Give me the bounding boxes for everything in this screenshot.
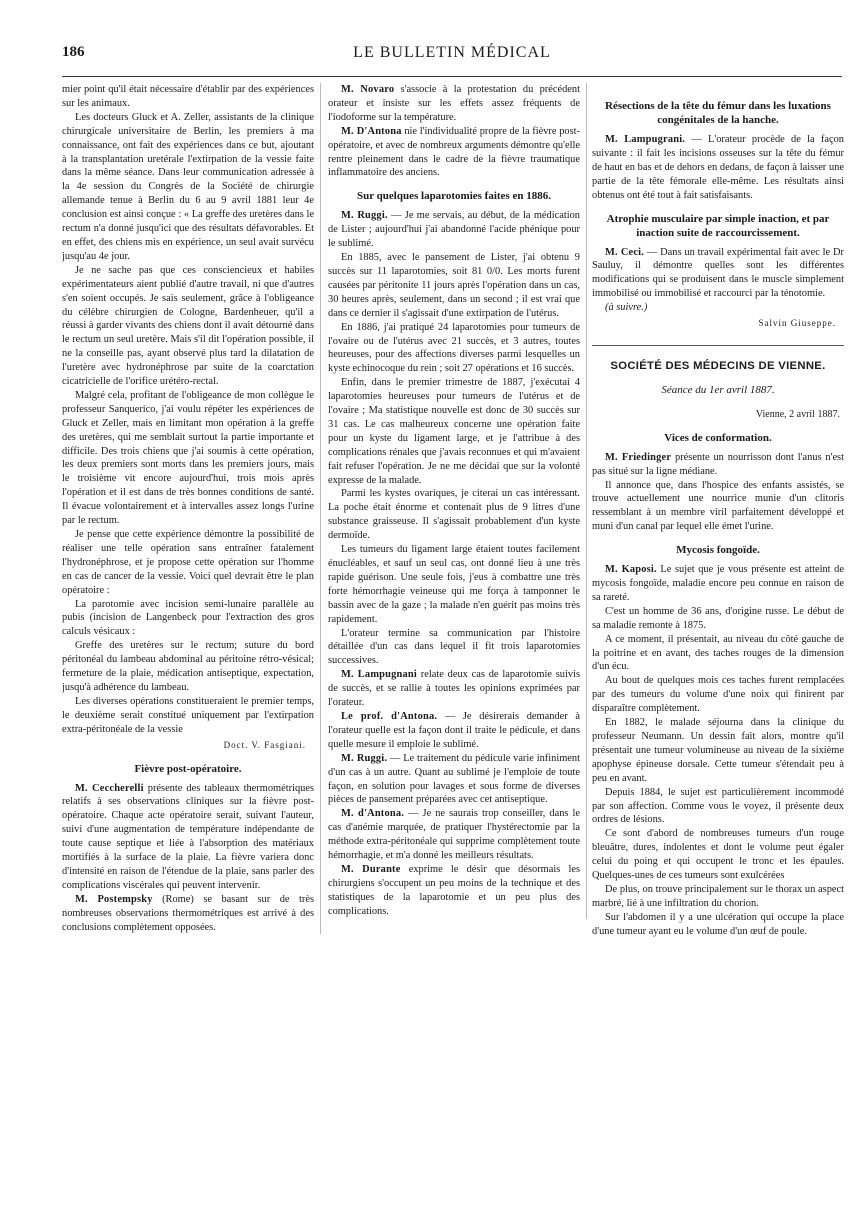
speaker-name: M. Kaposi. [605,564,657,576]
author-signature: Salvin Giuseppe. [758,318,836,329]
speaker-name: M. Lampugrani. [605,134,686,145]
speaker-name: M. D'Antona [341,125,402,137]
paragraph: M. D'Antona nie l'individualité propre de la fièvre post-opératoire, et avec de nombreux arguments démontre qu'elle rentre pleinement dans le cadre de la fièvre traumatique inflammatoire des anciens. [328,125,580,179]
paragraph: M. Kaposi. Le sujet que je vous présente est atteint de mycosis fongoïde, maladie encore peu connue en raison de sa rareté. [592,564,844,603]
dateline: Vienne, 2 avril 1887. [755,408,840,420]
paragraph: Au bout de quelques mois ces taches furent remplacées par des tumeurs du volume d'une noix qui finirent par disparaître complètement. [592,675,844,715]
paragraph: Le prof. d'Antona. — Je désirerais demander à l'orateur quelle est la façon dont il traite le pédicule, et dans quelle mesure il emploie le sublimé. [328,710,580,750]
section-heading: Vices de conformation. [664,431,772,444]
speaker-name: Le prof. d'Antona. [341,710,438,722]
speaker-name: M. Ruggi. [341,752,388,764]
speaker-name: M. Ceccherelli [75,782,144,794]
paragraph: Les diverses opérations constitueraient le premier temps, le deuxième serait constitué uniquement par l'extirpation extra-péritonéale de la vessie [62,695,314,735]
paragraph: M. d'Antona. — Je ne saurais trop conseiller, dans le cas d'anémie marquée, de pratiquer l'hystérectomie par la méthode extra-péritonéale qui supprime complètement toute hémorrhagie, et m'a donné les meilleurs résultats. [328,808,580,862]
speaker-name: M. Ceci. [605,246,645,258]
page-number: 186 [62,44,85,60]
paragraph: M. Ceccherelli présente des tableaux thermométriques relatifs à ses observations cliniques sur la fièvre post-opératoire. Chaque acte opératoire serait, suivant l'auteur, suivi d'une augmentation de température indépendante de toute cause septique et liée à l'absorption des matériaux mortifiés à la surface de la plaie. La fièvre varierа donc d'intensité en raison de l'étendue de la plaie, sans parler des complications viscérales qui peuvent intervenir. [62,782,314,891]
paragraph: M. Ruggi. — Le traitement du pédicule varie infiniment d'un cas à un autre. Quant au sublimé je l'emploie de toute façon, en solution pour lavages et sous forme de diverses pièces de pansement préparées avec cet antiseptique. [328,752,580,806]
author-signature: Doct. V. Fasgiani. [223,739,306,750]
paragraph: Sur l'abdomen il y a une ulcération qui occupe la place d'une tumeur ayant eu le volume d'un œuf de poule. [592,911,844,937]
paragraph: En 1882, le malade séjourna dans la clinique du professeur Neumann. Un dessin fait alors, montre qu'il présentait une tumeur volumineuse au niveau de la sixième apophyse épineuse dorsale. Cette tumeur s'étendait peu à peu en avant. [592,717,844,784]
page-header [62,44,842,70]
paragraph: Ce sont d'abord de nombreuses tumeurs d'un rouge bleuâtre, dures, indolentes et dont le volume peut égaler celui du poing et qui occupent le tronc et les épaules. Quelques-unes de ces tumeurs sont exulcérées [592,828,844,882]
paragraph: Greffe des uretères sur le rectum; suture du bord péritonéal du lambeau abdominal au péritoine rétro-vésical; fermeture de la plaie, médication antiseptique, expectation, jusqu'à adhérence du lambeau. [62,640,314,693]
section-heading: Résections de la tête du fémur dans les luxations congénitales de la hanche. [605,100,831,126]
speaker-name: M. Novaro [341,84,395,95]
session-date: Séance du 1er avril 1887. [661,383,775,396]
paragraph: Parmi les kystes ovariques, je citerai un cas intéressant. La poche était énorme et contenait plus de 9 litres d'une substance graisseuse. Il s'agissait probablement d'un kyste dermoïde. [328,488,580,542]
paragraph: En 1886, j'ai pratiqué 24 laparotomies pour tumeurs de l'ovaire ou de l'utérus avec 21 succès, et 3 autres, toutes heureuses, pour des affections diverses parmi lesquelles un kyste echinocoque du rein ; soit 27 opérations et 16 succès. [328,321,580,375]
paragraph: C'est un homme de 36 ans, d'origine russe. Le début de sa maladie remonte à 1875. [592,605,844,631]
speaker-name: M. d'Antona. [341,808,405,820]
paragraph: L'orateur termine sa communication par l'histoire détaillée d'un cas dans lequel il fit trois laparotomies successives. [328,627,580,667]
speaker-name: M. Friedinger [605,451,672,463]
column-3 [592,83,844,939]
to-be-continued: (à suivre.) [605,302,648,314]
paragraph: De plus, on trouve principalement sur le thorax un aspect marbré, lié à une infiltration du chorion. [592,883,844,909]
section-heading: Sur quelques laparotomies faites en 1886. [357,190,551,203]
paragraph: Les tumeurs du ligament large étaient toutes facilement énucléables, et sauf un seul cas, ont donné lieu à une très rapide guérison. Une seule fois, j'eus à combattre une très forte hémorrhagie veineuse qui me força à tamponner le bassin avec de la gaze ; la malade n'en guérit pas moins très rapidement. [328,544,580,625]
header-rule [62,76,842,77]
section-heading: Fièvre post-opératoire. [134,762,242,775]
paragraph: M. Durante exprime le désir que désormais les chirurgiens s'occupent un peu moins de la technique et des statistiques de la laparotomie et un peu plus des complications. [328,863,580,917]
society-title: SOCIÉTÉ DES MÉDECINS DE VIENNE. [610,359,826,372]
paragraph: Je pense que cette expérience démontre la possibilité de réaliser une telle opération sans entraîner fatalement l'hydronéphrose, et je propose cette opération sur l'homme en cas de cancer de la vessie. Voici quel devrait être le plan opératoire : [62,529,314,596]
paragraph: Les docteurs Gluck et A. Zeller, assistants de la clinique chirurgicale universitaire de Berlin, les premiers à ma connaissance, ont fait des expériences dans ce but, ajoutant à la transplantation uretérale l'extirpation de la vessie faite dans la même séance. Dans leur communication adressée à la 4e session du Congrès de la Société de chirurgie allemande tenue à Berlin du 6 au 9 avril 1881 leur 4e conclusion est ainsi conçue : « La greffe des uretères dans le rectum n'a donné jusqu'ici que des résultats défavorables. Et en effet, des chiens mis en expérience, un seul avait survécu jusqu'au 4e jour. [62,111,314,262]
paragraph: M. Lampugrani. — L'orateur procède de la façon suivante : il fait les incisions osseuses sur la tête du fémur de haut en bas et de dehors en dedans, de façon à laisser une partie de la tête fémorale elle-même. Les résultats ainsi obtenus ont été tout à fait satisfaisants. [592,134,844,201]
paragraph: En 1885, avec le pansement de Lister, j'ai obtenu 9 succès sur 11 laparotomies, soit 81 0/0. Les morts furent causées par péritonite 11 jours après l'opération dans un cas, 30 heures après, seulement, dans un second ; il est vrai que dans ce dernier il s'agissait d'une extirpation de l'utérus. [328,252,580,319]
paragraph: M. Friedinger présente un nourrisson dont l'anus n'est pas situé sur la ligne médiane. [592,451,844,477]
paragraph: Malgré cela, profitant de l'obligeance de mon collègue le professeur Sanquerico, j'ai voulu répéter les expériences de Gluck et Zeller, mais en limitant mon opération à la greffe des uretères, qui me semblait surtout la partie importante et difficile. Des trois chiens que j'ai soumis à cette opération, les deux premiers sont morts dans les premiers jours, mais le troisième vit encore aujourd'hui, trois mois après l'opération et il est dans de très bonnes conditions de santé. Il évacue volontairement et à intervalles assez longs l'urine par le rectum. [62,389,314,527]
speaker-name: M. Lampugnani [341,669,417,681]
section-heading: Mycosis fongoïde. [676,544,760,557]
paragraph: M. Postempsky (Rome) se basant sur de très nombreuses observations thermométriques est arrivé à des conclusions complètement opposées. [62,893,314,933]
column-2 [328,83,587,919]
paragraph: La parotomie avec incision semi-lunaire parallèle au pubis (incision de Langenbeck pour l'extraction des gros calculs vésicaux : [62,598,314,638]
paragraph: M. Lampugnani relate deux cas de laparotomie suivis de succès, et se rallie à toutes les opinions exprimées par l'orateur. [328,669,580,709]
speaker-name: M. Durante [341,863,401,875]
paragraph: mier point qu'il était nécessaire d'établir par des expériences sur les animaux. [62,84,314,109]
paragraph: Je ne sache pas que ces consciencieux et habiles expérimentateurs aient publié d'autre travail, ni que d'autres s'en soient occupés. Je sais seulement, grâce à l'obligeance du célèbre chirurgien de Cologne, Bardenheuer, qu'il a réussi à garder vivants des chiens dont il avait détourné dans le rectum un seul uretère. Mais s'il dit l'opération possible, il ne la conseille pas, ayant observé plus tard la dilatation de l'uretère avec hydronéphrose par suite de la coarctation cicatricielle de l'orifice urétéro-rectal. [62,264,314,388]
paragraph: M. Novaro s'associe à la protestation du précédent orateur et insiste sur les effets assez fréquents de l'iodoforme sur la température. [328,84,580,123]
speaker-name: M. Ruggi. [341,210,388,222]
paragraph: Il annonce que, dans l'hospice des enfants assistés, se trouve actuellement une nourrice munie d'un clitoris ressemblant à un membre viril parfaitement développé et muni d'un canal par lequel elle émet l'urine. [592,479,844,533]
paragraph: A ce moment, il présentait, au niveau du côté gauche de la poitrine et en avant, des taches rouges de la dimension d'un écu. [592,633,844,673]
paragraph: M. Ceci. — Dans un travail expérimental fait avec le Dr Sauluy, il démontre quelles sont les différentes modifications qui se produisent dans le muscle simplement immobilisé ou immobilisé et raccourci par la ténotomie. [592,246,844,300]
section-divider [592,345,844,346]
speaker-name: M. Postempsky [75,893,153,905]
paragraph: M. Ruggi. — Je me servais, au début, de la médication de Lister ; aujourd'hui j'ai abandonné l'acide phénique pour le sublimé. [328,210,580,250]
column-1 [62,83,321,934]
paragraph: Enfin, dans le premier trimestre de 1887, j'exécutai 4 laparotomies heureuses pour tumeurs de l'utérus et de l'ovaire ; Ma statistique nouvelle est donc de 30 succès sur 31 cas. Le cas malheureux concerne une opération faite pour un kyste du ligament large, et je l'attribue à des complications rénales que j'avais reconnues et qui m'avaient fait refuser l'opération. Je ne me décidai que sur la volonté expresse de la malade. [328,377,580,486]
paragraph: Depuis 1884, le sujet est particulièrement incommodé par son affection. Comme vous le voyez, il présente deux ordres de lésions. [592,786,844,826]
journal-title: LE BULLETIN MÉDICAL [353,44,551,61]
section-heading: Atrophie musculaire par simple inaction, et par inaction suite de raccourcissement. [606,212,830,239]
